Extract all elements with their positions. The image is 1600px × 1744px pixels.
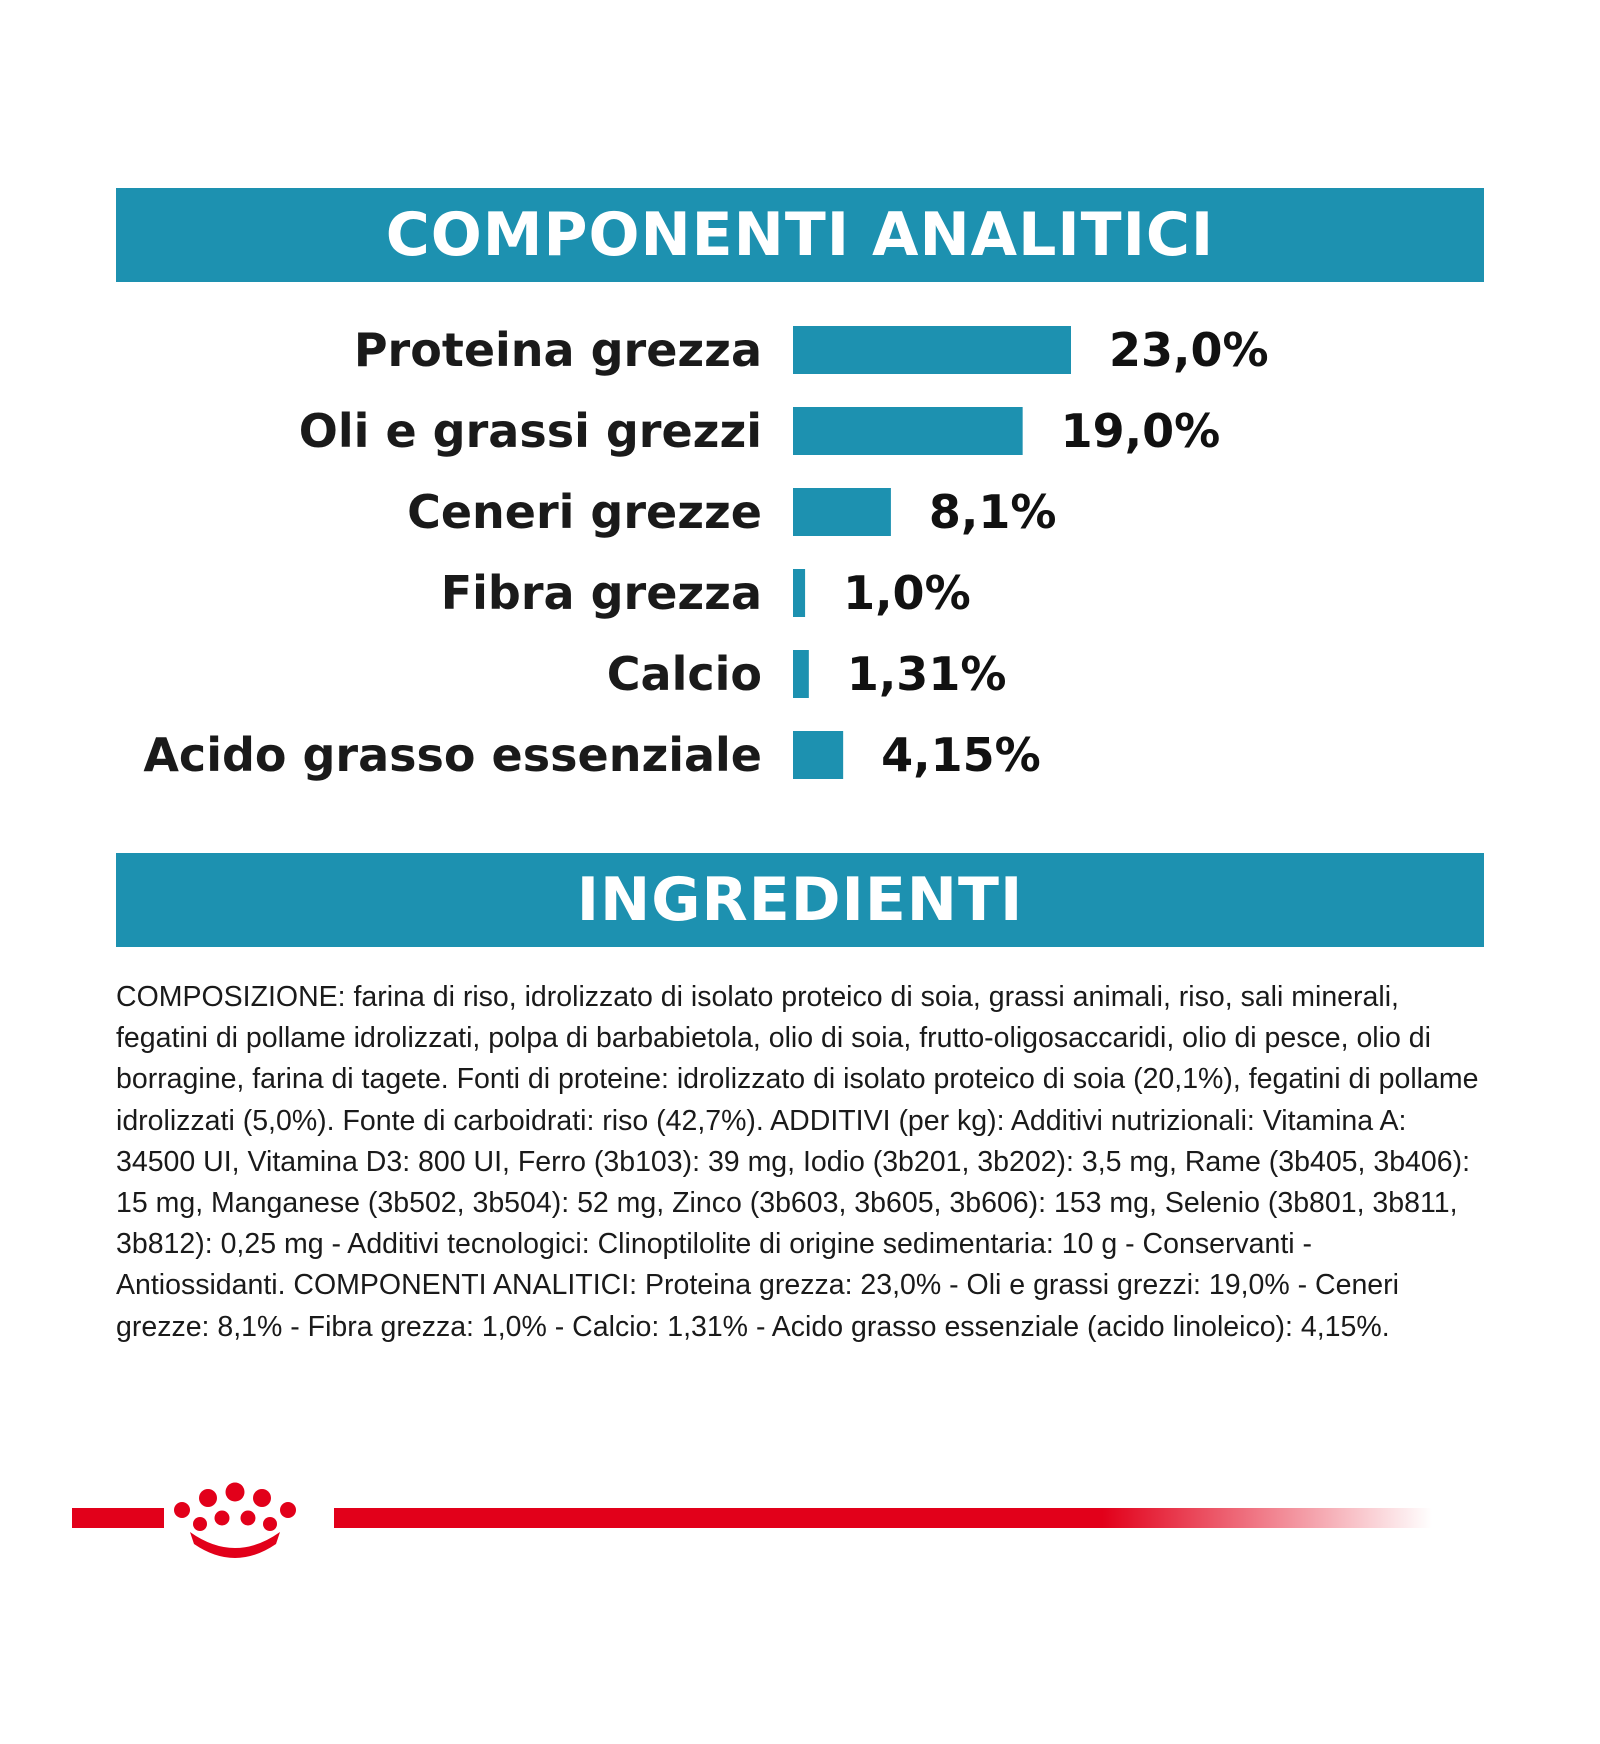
ingredients-heading-banner <box>116 853 1484 947</box>
bar <box>793 650 809 698</box>
analytics-bar-chart <box>0 300 1600 800</box>
category-label: Fibra grezza <box>440 566 762 620</box>
category-label: Ceneri grezze <box>407 485 762 539</box>
bar <box>793 569 805 617</box>
value-label: 4,15% <box>881 728 1041 782</box>
bar <box>793 407 1023 455</box>
ingredients-heading: INGREDIENTI <box>576 865 1024 935</box>
category-label: Acido grasso essenziale <box>143 728 762 782</box>
bar <box>793 326 1071 374</box>
category-label: Proteina grezza <box>353 323 762 377</box>
crown-icon <box>174 1483 296 1559</box>
brand-line-left <box>72 1508 164 1528</box>
value-label: 8,1% <box>928 485 1057 539</box>
analytics-heading-banner <box>116 188 1484 282</box>
value-label: 19,0% <box>1060 404 1221 458</box>
bar <box>793 488 891 536</box>
category-label: Oli e grassi grezzi <box>298 404 762 458</box>
analytics-heading: COMPONENTI ANALITICI <box>385 200 1215 270</box>
value-label: 23,0% <box>1109 323 1269 377</box>
brand-logo-strip <box>72 1472 1432 1562</box>
brand-line-right <box>334 1508 1432 1528</box>
value-label: 1,31% <box>846 647 1007 701</box>
category-label: Calcio <box>606 647 762 701</box>
value-label: 1,0% <box>843 566 971 620</box>
ingredients-text: COMPOSIZIONE: farina di riso, idrolizzato di isolato proteico di soia, grassi animali, riso, sali minerali, fegatini di pollame idrolizzati, polpa di barbabietola, olio di soia, frutto-oligosaccaridi, olio di pesce, olio di borragine, farina di tagete. Fonti di proteine: idrolizzato di isolato proteico di soia (20,1%), fegatini di pollame idrolizzati (5,0%). Fonte di carboidrati: riso (42,7%). ADDITIVI (per kg): Additivi nutrizionali: Vitamina A: 34500 UI, Vitamina D3: 800 UI, Ferro (3b103): 39 mg, Iodio (3b201, 3b202): 3,5 mg, Rame (3b405, 3b406): 15 mg, Manganese (3b502, 3b504): 52 mg, Zinco (3b603, 3b605, 3b606): 153 mg, Selenio (3b801, 3b811, 3b812): 0,25 mg - Additivi tecnologici: Clinoptilolite di origine sedimentaria: 10 g - Conservanti - Antiossidanti. COMPONENTI ANALITICI: Proteina grezza: 23,0% - Oli e grassi grezzi: 19,0% - Ceneri grezze: 8,1% - Fibra grezza: 1,0% - Calcio: 1,31% - Acido grasso essenziale (acido linoleico): 4,15%. <box>116 981 1479 1343</box>
bar <box>793 731 843 779</box>
